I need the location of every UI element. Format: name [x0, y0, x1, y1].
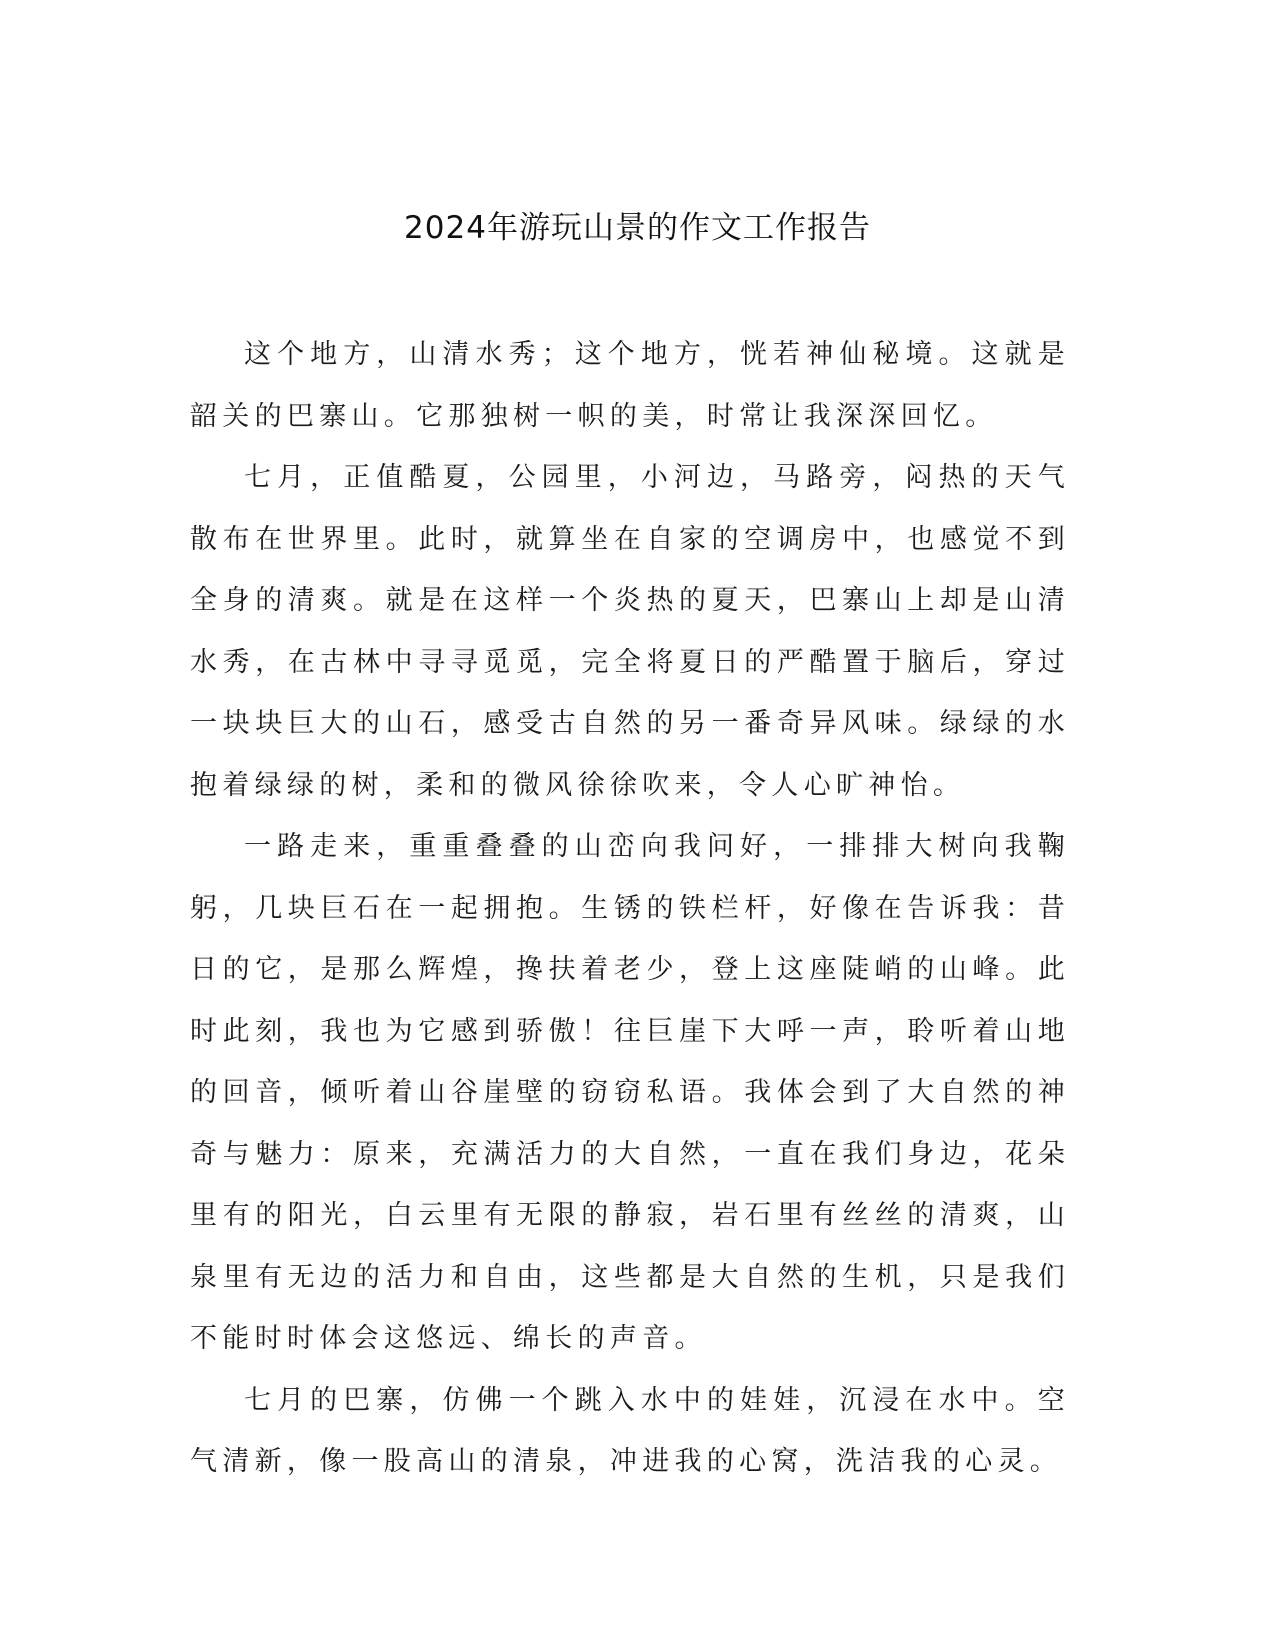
paragraph: 七月的巴寨，仿佛一个跳入水中的娃娃，沉浸在水中。空气清新，像一股高山的清泉，冲进我的心窝，洗洁我的心灵。 [190, 1384, 1070, 1477]
document-body [190, 324, 1070, 1493]
paragraph: 七月，正值酷夏，公园里，小河边，马路旁，闷热的天气散布在世界里。此时，就算坐在自家的空调房中，也感觉不到全身的清爽。就是在这样一个炎热的夏天，巴寨山上却是山清水秀，在古林中寻寻觅觅，完全将夏日的严酷置于脑后，穿过一块块巨大的山石，感受古自然的另一番奇异风味。绿绿的水抱着绿绿的树，柔和的微风徐徐吹来，令人心旷神怡。 [190, 462, 1070, 801]
document-title: 2024年游玩山景的作文工作报告 [404, 210, 871, 246]
paragraph: 一路走来，重重叠叠的山峦向我问好，一排排大树向我鞠躬，几块巨石在一起拥抱。生锈的铁栏杆，好像在告诉我：昔日的它，是那么辉煌，搀扶着老少，登上这座陡峭的山峰。此时此刻，我也为它感到骄傲！往巨崖下大呼一声，聆听着山地的回音，倾听着山谷崖壁的窃窃私语。我体会到了大自然的神奇与魅力：原来，充满活力的大自然，一直在我们身边，花朵里有的阳光，白云里有无限的静寂，岩石里有丝丝的清爽，山泉里有无边的活力和自由，这些都是大自然的生机，只是我们不能时时体会这悠远、绵长的声音。 [190, 831, 1070, 1354]
paragraph: 这个地方，山清水秀；这个地方，恍若神仙秘境。这就是韶关的巴寨山。它那独树一帜的美，时常让我深深回忆。 [190, 339, 1070, 432]
